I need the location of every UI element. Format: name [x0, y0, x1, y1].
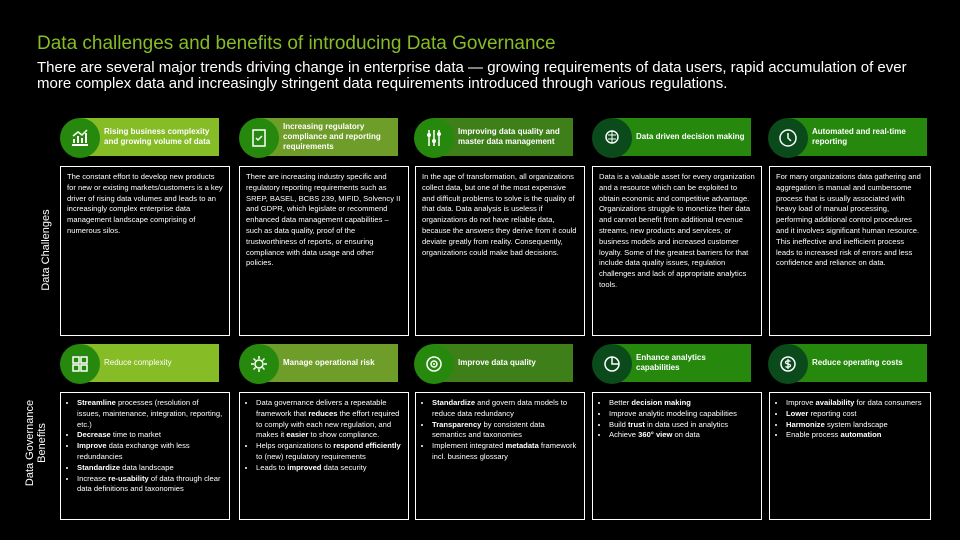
challenge-text: For many organizations data gathering and aggregation is manual and cumbersome process that is usually associated with heavy load of manual processing, performing additional control procedures and it involves significant human resource. This ineffective and inefficient process leads to increased risk of errors and less confidence and reliance on data. [776, 172, 921, 268]
challenge-label: Increasing regulatory compliance and reporting requirements [283, 122, 381, 151]
benefit-bullet [609, 398, 755, 409]
benefit-bullet [256, 463, 402, 474]
gear-icon [239, 344, 279, 384]
challenge-label: Automated and real-time reporting [812, 127, 906, 146]
bullet-text: data exchange with less redundancies [77, 441, 190, 461]
bullet-text: and govern data models to reduce data redundancy [432, 398, 568, 418]
challenge-text: There are increasing industry specific and regulatory reporting requirements such as SREP, BASEL, BCBS 239, MIFID, Solvency II and GDPR, which legislate or recommend enhanced data management capabilities – such as data quality, proof of the trustworthiness of reports, or ensuring compliance with data usage and other policies. [246, 172, 401, 268]
benefit-bullet [432, 441, 578, 463]
chart-growth-icon [60, 118, 100, 158]
benefit-list [67, 398, 223, 495]
bullet-text: Data governance delivers a repeatable framework that [256, 398, 387, 418]
benefit-bullet [609, 409, 755, 420]
benefit-bullet [786, 409, 924, 420]
bullet-text: for data consumers [854, 398, 922, 407]
benefit-header-3 [414, 344, 573, 384]
challenge-text: The constant effort to develop new products for new or existing markets/customers is a key driver of rising data volumes and leads to an increasingly complex enterprise data management landscape comprising of numerous silos. [67, 172, 223, 235]
money-icon [768, 344, 808, 384]
challenge-card-4 [592, 166, 762, 336]
page-title: Data challenges and benefits of introducing Data Governance [37, 33, 556, 54]
bullet-text: Improve [786, 398, 816, 407]
benefit-label: Reduce complexity [104, 358, 172, 367]
benefit-bullet [609, 430, 755, 441]
grid-icon [60, 344, 100, 384]
benefit-bullet [77, 474, 223, 496]
page-subtitle: There are several major trends driving change in enterprise data — growing requirements of data users, rapid accumulation of ever more complex data and increasingly stringent data requirements introduced through various regulations. [37, 59, 907, 92]
bullet-text: processes (resolution of issues, maintenance, integration, reporting, etc.) [77, 398, 223, 429]
benefit-card-3 [415, 392, 585, 520]
benefit-bullet [256, 398, 402, 441]
bullet-text: framework incl. business glossary [432, 441, 577, 461]
bullet-text: data landscape [120, 462, 174, 472]
target-icon [414, 344, 454, 384]
benefit-bullet [77, 430, 223, 441]
bullet-emphasis: Transparency [432, 419, 482, 429]
benefit-card-1 [60, 392, 230, 520]
bullet-text: Leads to [256, 462, 288, 472]
bullet-emphasis: decision making [631, 398, 691, 407]
challenge-header-5 [768, 118, 927, 158]
benefit-label: Manage operational risk [283, 358, 375, 367]
benefit-bullet [432, 420, 578, 442]
challenge-card-5 [769, 166, 931, 336]
challenge-card-2 [239, 166, 409, 336]
bullet-text: Enable process [786, 430, 841, 440]
document-check-icon [239, 118, 279, 158]
bullet-text: by consistent data semantics and taxonomies [432, 419, 545, 440]
side-label-challenges: Data Challenges [40, 209, 52, 291]
bullet-text: in data used in analytics [644, 419, 729, 429]
benefit-bullet [77, 398, 223, 430]
challenge-header-1 [60, 118, 219, 158]
benefit-card-5 [769, 392, 931, 520]
bullet-emphasis: respond efficiently [333, 441, 401, 451]
challenge-header-3 [414, 118, 573, 158]
bullet-text: to (new) regulatory requirements [256, 451, 366, 461]
challenge-header-2 [239, 118, 398, 158]
bullet-text: to show compliance. [308, 430, 380, 440]
benefit-card-2 [239, 392, 409, 520]
benefit-bullet [432, 398, 578, 420]
side-label-benefits: Data Governance Benefits [24, 399, 48, 487]
bullet-emphasis: Streamline [77, 398, 116, 407]
benefit-header-5 [768, 344, 927, 384]
bullet-emphasis: Decrease [77, 430, 111, 440]
bullet-emphasis: improved [287, 462, 322, 472]
bullet-text: the effort required to comply with each new regulation, and makes it [256, 408, 400, 440]
benefit-label: Improve data quality [458, 358, 536, 367]
benefit-list [422, 398, 578, 463]
bullet-text: Build [609, 419, 628, 429]
bullet-text: Implement integrated [432, 441, 506, 451]
sliders-icon [414, 118, 454, 158]
bullet-text: reporting cost [808, 408, 857, 418]
analytics-icon [592, 344, 632, 384]
bullet-text: Achieve [609, 430, 639, 440]
clock-icon [768, 118, 808, 158]
bullet-text: on data [672, 430, 700, 440]
bullet-emphasis: Lower [786, 408, 809, 418]
bullet-text: system landscape [824, 419, 888, 429]
bullet-emphasis: availability [815, 398, 855, 407]
benefit-header-1 [60, 344, 219, 384]
bullet-emphasis: Standardize [432, 398, 476, 407]
benefit-bullet [786, 420, 924, 431]
challenge-header-4 [592, 118, 751, 158]
benefit-list [776, 398, 924, 441]
benefit-list [246, 398, 402, 474]
bullet-emphasis: Harmonize [786, 419, 825, 429]
bullet-emphasis: reduces [308, 408, 338, 418]
benefit-label: Enhance analytics capabilities [636, 353, 706, 372]
benefit-bullet [77, 463, 223, 474]
bullet-emphasis: re-usability [108, 473, 149, 483]
benefit-header-4 [592, 344, 751, 384]
benefit-bullet [609, 420, 755, 431]
bullet-text: of data through clear data definitions and taxonomies [77, 473, 221, 494]
benefit-bullet [256, 441, 402, 463]
benefit-list [599, 398, 755, 441]
benefit-bullet [786, 430, 924, 441]
benefit-card-4 [592, 392, 762, 520]
challenge-text: Data is a valuable asset for every organization and a resource which can be exploited to obtain economic and competitive advantage. Organizations struggle to monetize their data and cannot benefit from additional revenue streams, new products and services, or business models and increased customer loyalty. Some of the greatest barriers for that include data quality issues, regulation challenges and lack of appropriate analytics tools. [599, 172, 755, 289]
challenge-label: Rising business complexity and growing volume of data [104, 127, 211, 146]
bullet-emphasis: easier [286, 430, 309, 440]
challenge-card-1 [60, 166, 230, 336]
challenge-text: In the age of transformation, all organizations collect data, but one of the most expensive and difficult problems to solve is the quality of that data. Data analysis is useless if organizations do not have reliable data, because the answers they derive from it could deviate greatly from reality. Consequently, organizations could make bad decisions. [422, 172, 577, 257]
challenge-label: Data driven decision making [636, 132, 745, 141]
bullet-emphasis: Standardize [77, 462, 121, 472]
bullet-emphasis: Improve [77, 441, 107, 451]
benefit-bullet [77, 441, 223, 463]
bullet-emphasis: trust [628, 419, 645, 429]
benefit-header-2 [239, 344, 398, 384]
bullet-emphasis: automation [840, 430, 882, 440]
bullet-text: Helps organizations to [256, 441, 334, 451]
challenge-card-3 [415, 166, 585, 336]
benefit-bullet [786, 398, 924, 409]
benefit-label: Reduce operating costs [812, 358, 903, 367]
brain-icon [592, 118, 632, 158]
bullet-text: Better [609, 398, 632, 407]
challenge-label: Improving data quality and master data management [458, 127, 560, 146]
bullet-text: Increase [77, 473, 109, 483]
bullet-text: time to market [110, 430, 161, 440]
bullet-text: Improve analytic modeling capabilities [609, 408, 737, 418]
bullet-text: data security [321, 462, 367, 472]
bullet-emphasis: 360° view [638, 430, 673, 440]
bullet-emphasis: metadata [505, 441, 539, 451]
